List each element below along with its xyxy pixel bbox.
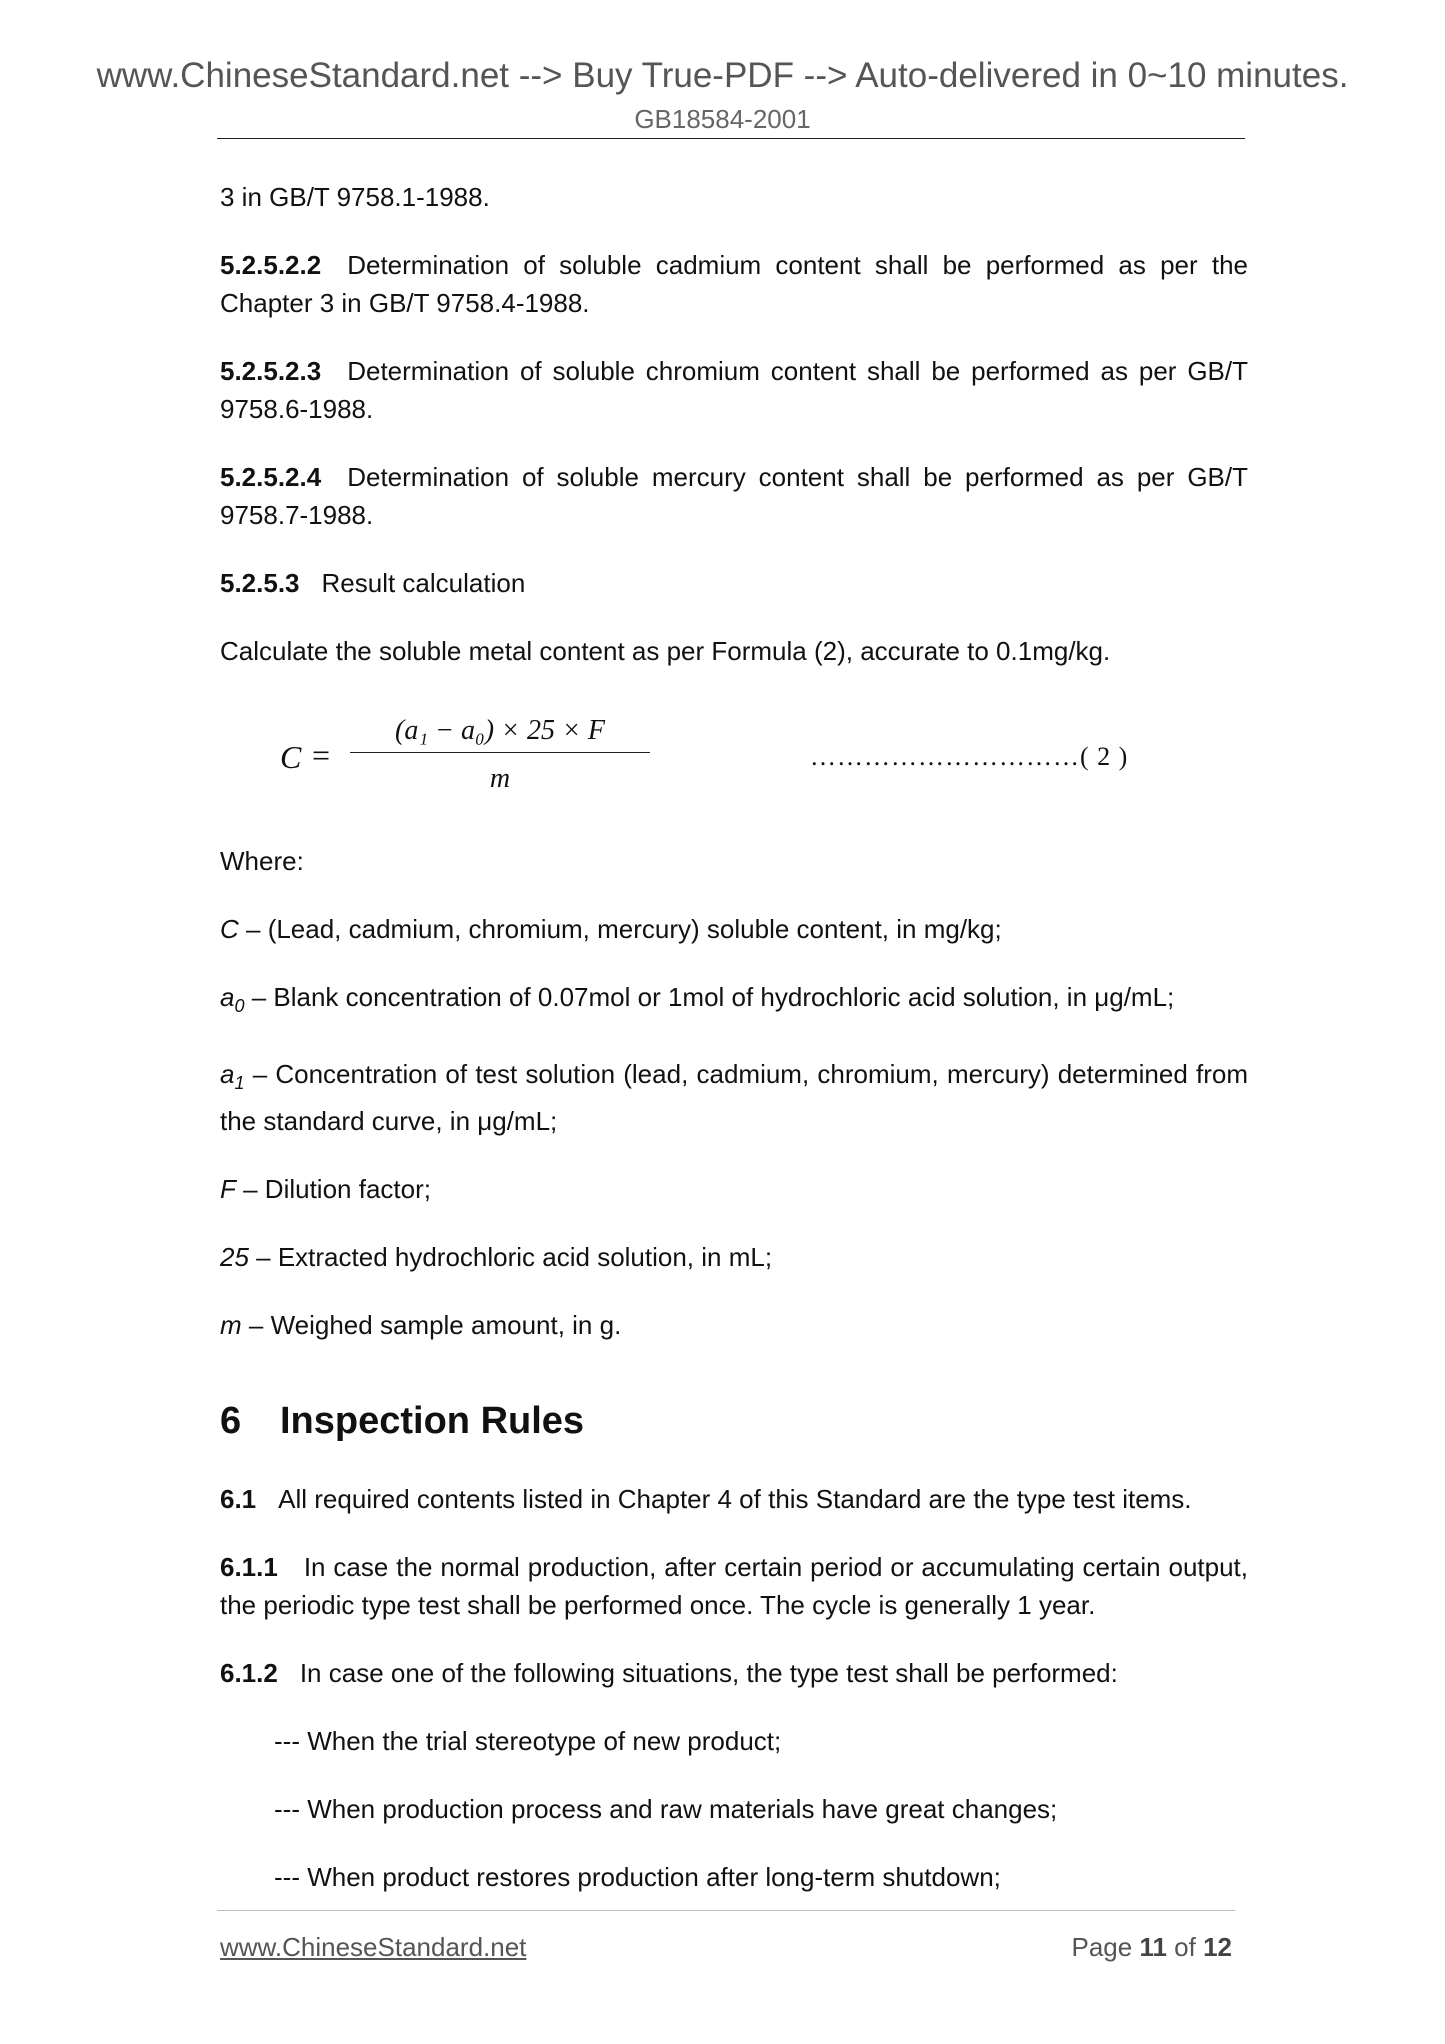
clause-text: Determination of soluble mercury content shall be performed as per GB/T 9758.7-1988. [220,462,1248,530]
clause-text: In case the normal production, after certain period or accumulating certain output, the periodic type test shall be performed once. The cycle is generally 1 year. [220,1552,1248,1621]
clause-text: Result calculation [321,568,526,598]
clause-6-1 [220,1480,1248,1518]
clause-5-2-5-2-4 [220,458,1248,534]
formula-denominator: m [489,763,511,794]
footer-divider [217,1910,1235,1911]
clause-number: 6.1.1 [220,1552,278,1583]
clause-text: In case one of the following situations, the type test shall be performed: [299,1658,1118,1689]
clause-number: 5.2.5.2.2 [220,250,322,280]
total-pages: 12 [1203,1932,1232,1962]
definition-a0 [220,978,1248,1025]
clause-number: 6.1 [220,1484,257,1515]
footer-site-link[interactable]: www.ChineseStandard.net [220,1932,527,1962]
symbol: 25 [220,1242,249,1273]
definition-25 [220,1238,1248,1276]
clause-number: 5.2.5.2.4 [220,462,322,492]
page-prefix: Page [1071,1932,1140,1962]
section-title: Inspection Rules [280,1400,585,1443]
clause-number: 5.2.5.3 [220,568,300,598]
symbol: a [220,1059,235,1090]
list-item: --- When product restores production after long-term shutdown; [274,1862,1001,1893]
formula-2 [220,700,1248,812]
clause-text: Determination of soluble cadmium content shall be performed as per the Chapter 3 in GB/T 9758.4-1988. [220,250,1248,318]
symbol: F [220,1174,236,1205]
header-divider [217,138,1245,139]
document-id: GB18584-2001 [634,104,811,134]
clause-5-2-5-2-2 [220,246,1248,322]
definition-text: – Concentration of test solution (lead, cadmium, chromium, mercury) determined from the standard curve, in μg/mL; [220,1059,1248,1137]
page-indicator [1071,1932,1232,1963]
clause-6-1-1 [220,1548,1248,1624]
formula-numerator: (a₁ − a₀) × 25 × F [395,715,605,746]
definition-a1 [220,1055,1248,1140]
clause-text: All required contents listed in Chapter 4 of this Standard are the type test items. [278,1484,1192,1515]
definition-text: – (Lead, cadmium, chromium, mercury) soluble content, in mg/kg; [238,914,1002,944]
definition-c [220,910,1248,948]
definition-text: – Weighed sample amount, in g. [241,1310,622,1341]
continued-text: 3 in GB/T 9758.1-1988. [220,182,490,212]
symbol-subscript: 0 [234,996,245,1017]
clause-text: Determination of soluble chromium content shall be performed as per GB/T 9758.6-1988. [220,356,1248,424]
fraction-bar [350,752,650,753]
page-separator: of [1166,1932,1204,1962]
symbol: a [220,982,235,1012]
clause-number: 5.2.5.2.3 [220,356,322,386]
list-item: --- When the trial stereotype of new product; [274,1726,782,1757]
formula-equals: = [312,737,331,773]
symbol: C [220,914,239,944]
definition-text: – Blank concentration of 0.07mol or 1mol of hydrochloric acid solution, in μg/mL; [244,982,1175,1012]
where-label: Where: [220,846,304,876]
header-banner: www.ChineseStandard.net --> Buy True-PDF --> Auto-delivered in 0~10 minutes. [96,56,1349,95]
clause-number: 6.1.2 [220,1658,278,1689]
formula-reference: …………………………( 2 ) [810,742,1129,771]
page-body [220,178,1248,1926]
clause-5-2-5-3 [220,564,1248,602]
definition-text: – Dilution factor; [235,1174,431,1205]
formula-lhs: C [280,739,302,775]
clause-6-1-2 [220,1654,1248,1692]
section-heading-6 [220,1400,1248,1443]
list-item: --- When production process and raw materials have great changes; [274,1794,1058,1825]
definition-f [220,1170,1248,1208]
calculation-instruction: Calculate the soluble metal content as per Formula (2), accurate to 0.1mg/kg. [220,636,1111,666]
current-page: 11 [1139,1932,1167,1962]
section-number: 6 [220,1400,242,1443]
symbol: m [220,1310,242,1341]
clause-5-2-5-2-3 [220,352,1248,428]
symbol-subscript: 1 [234,1073,245,1094]
definition-m [220,1306,1248,1344]
definition-text: – Extracted hydrochloric acid solution, in mL; [248,1242,773,1273]
